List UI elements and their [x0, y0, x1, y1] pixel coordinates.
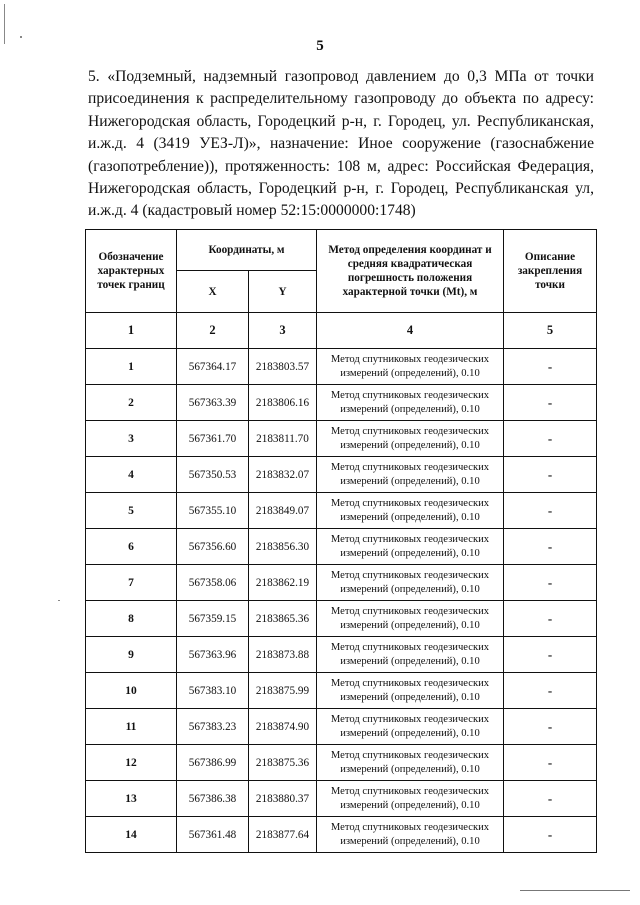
fixing-cell: - [504, 349, 597, 385]
column-number: 1 [86, 313, 177, 349]
column-number-row [86, 313, 597, 349]
y-coordinate: 2183874.90 [249, 709, 317, 745]
x-coordinate: 567386.38 [177, 781, 249, 817]
point-id: 11 [86, 709, 177, 745]
method-cell: Метод спутниковых геодезических измерений (определений), 0.10 [317, 565, 504, 601]
x-coordinate: 567355.10 [177, 493, 249, 529]
header-fixing: Описание закрепления точки [504, 230, 597, 313]
x-coordinate: 567383.10 [177, 673, 249, 709]
method-cell: Метод спутниковых геодезических измерений (определений), 0.10 [317, 637, 504, 673]
fixing-cell: - [504, 745, 597, 781]
y-coordinate: 2183865.36 [249, 601, 317, 637]
y-coordinate: 2183875.99 [249, 673, 317, 709]
fixing-cell: - [504, 565, 597, 601]
point-id: 13 [86, 781, 177, 817]
fixing-cell: - [504, 457, 597, 493]
column-number: 4 [317, 313, 504, 349]
fixing-cell: - [504, 385, 597, 421]
method-cell: Метод спутниковых геодезических измерений (определений), 0.10 [317, 421, 504, 457]
table-row [86, 493, 597, 529]
table-row [86, 601, 597, 637]
x-coordinate: 567361.70 [177, 421, 249, 457]
y-coordinate: 2183877.64 [249, 817, 317, 853]
x-coordinate: 567364.17 [177, 349, 249, 385]
table-row [86, 673, 597, 709]
table-row [86, 457, 597, 493]
column-number: 3 [249, 313, 317, 349]
point-id: 7 [86, 565, 177, 601]
point-id: 3 [86, 421, 177, 457]
table-row [86, 817, 597, 853]
fixing-cell: - [504, 421, 597, 457]
table-row [86, 637, 597, 673]
point-id: 14 [86, 817, 177, 853]
fixing-cell: - [504, 493, 597, 529]
footer-line [520, 890, 630, 891]
x-coordinate: 567358.06 [177, 565, 249, 601]
header-coordinates: Координаты, м [177, 230, 317, 271]
method-cell: Метод спутниковых геодезических измерений (определений), 0.10 [317, 385, 504, 421]
object-description: 5. «Подземный, надземный газопровод давлением до 0,3 МПа от точки присоединения к распределительному газопроводу до объекта по адресу: Нижегородская область, Городецкий р-н, г. Городец, ул. Республиканская, и.ж.д. 4 (3419 УЕЗ-Л)», назначение: Иное сооружение (газоснабжение (газопотребление)), протяженность: 108 м, адрес: Российская Федерация, Нижегородская область, Городецкий р-н, г. Городец, Республиканская ул, и.ж.д. 4 (кадастровый номер 52:15:0000000:1748) [88, 68, 594, 220]
point-id: 1 [86, 349, 177, 385]
y-coordinate: 2183849.07 [249, 493, 317, 529]
point-id: 2 [86, 385, 177, 421]
method-cell: Метод спутниковых геодезических измерений (определений), 0.10 [317, 349, 504, 385]
table-row [86, 745, 597, 781]
method-cell: Метод спутниковых геодезических измерений (определений), 0.10 [317, 817, 504, 853]
table-row [86, 565, 597, 601]
fixing-cell: - [504, 601, 597, 637]
y-coordinate: 2183875.36 [249, 745, 317, 781]
method-cell: Метод спутниковых геодезических измерений (определений), 0.10 [317, 781, 504, 817]
x-coordinate: 567386.99 [177, 745, 249, 781]
table-row [86, 385, 597, 421]
fixing-cell: - [504, 529, 597, 565]
table-row [86, 709, 597, 745]
point-id: 9 [86, 637, 177, 673]
x-coordinate: 567361.48 [177, 817, 249, 853]
point-id: 5 [86, 493, 177, 529]
column-number: 5 [504, 313, 597, 349]
method-cell: Метод спутниковых геодезических измерений (определений), 0.10 [317, 745, 504, 781]
page-number: 5 [316, 38, 324, 54]
fixing-cell: - [504, 709, 597, 745]
fixing-cell: - [504, 781, 597, 817]
table-row [86, 421, 597, 457]
y-coordinate: 2183811.70 [249, 421, 317, 457]
point-id: 6 [86, 529, 177, 565]
coordinates-table [85, 229, 597, 853]
method-cell: Метод спутниковых геодезических измерений (определений), 0.10 [317, 457, 504, 493]
point-id: 10 [86, 673, 177, 709]
fixing-cell: - [504, 637, 597, 673]
method-cell: Метод спутниковых геодезических измерений (определений), 0.10 [317, 601, 504, 637]
x-coordinate: 567363.39 [177, 385, 249, 421]
point-id: 4 [86, 457, 177, 493]
point-id: 8 [86, 601, 177, 637]
x-coordinate: 567383.23 [177, 709, 249, 745]
x-coordinate: 567356.60 [177, 529, 249, 565]
method-cell: Метод спутниковых геодезических измерений (определений), 0.10 [317, 709, 504, 745]
y-coordinate: 2183832.07 [249, 457, 317, 493]
fixing-cell: - [504, 817, 597, 853]
method-cell: Метод спутниковых геодезических измерений (определений), 0.10 [317, 493, 504, 529]
header-method: Метод определения координат и средняя квадратическая погрешность положения характерной точки (Mt), м [317, 230, 504, 313]
table-row [86, 349, 597, 385]
header-x: X [177, 271, 249, 313]
method-cell: Метод спутниковых геодезических измерений (определений), 0.10 [317, 673, 504, 709]
x-coordinate: 567350.53 [177, 457, 249, 493]
x-coordinate: 567363.96 [177, 637, 249, 673]
point-id: 12 [86, 745, 177, 781]
y-coordinate: 2183856.30 [249, 529, 317, 565]
column-number: 2 [177, 313, 249, 349]
fixing-cell: - [504, 673, 597, 709]
table-row [86, 781, 597, 817]
header-y: Y [249, 271, 317, 313]
method-cell: Метод спутниковых геодезических измерений (определений), 0.10 [317, 529, 504, 565]
x-coordinate: 567359.15 [177, 601, 249, 637]
y-coordinate: 2183803.57 [249, 349, 317, 385]
y-coordinate: 2183873.88 [249, 637, 317, 673]
header-point: Обозначение характерных точек границ [86, 230, 177, 313]
table-row [86, 529, 597, 565]
y-coordinate: 2183806.16 [249, 385, 317, 421]
y-coordinate: 2183862.19 [249, 565, 317, 601]
y-coordinate: 2183880.37 [249, 781, 317, 817]
margin-mark [58, 600, 60, 601]
